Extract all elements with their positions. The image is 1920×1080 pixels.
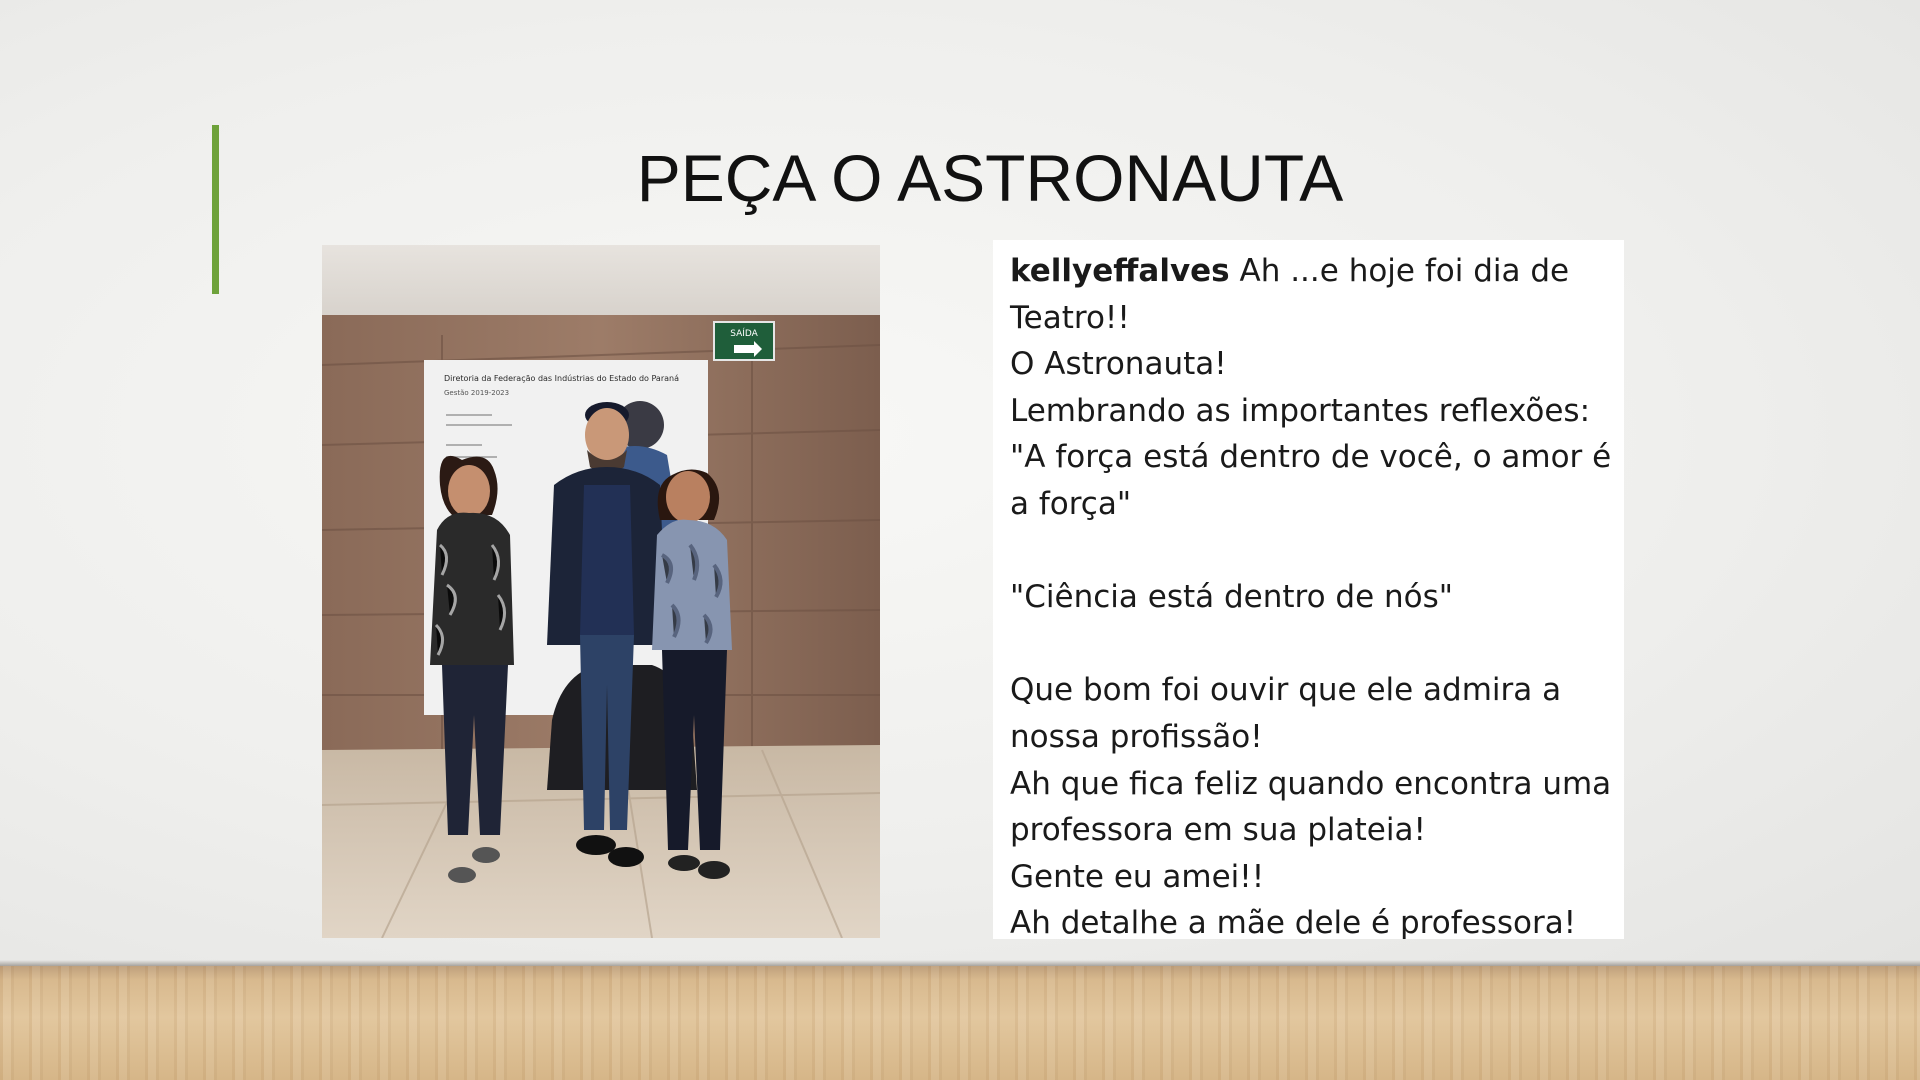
caption-line-9: Ah detalhe a mãe dele é professora!: [1010, 905, 1577, 939]
event-photo: [322, 245, 880, 938]
caption-line-2: O Astronauta!: [1010, 346, 1227, 383]
slide-title: PEÇA O ASTRONAUTA: [636, 141, 1344, 215]
caption-line-8: Gente eu amei!!: [1010, 858, 1265, 895]
sign-sub: Gestão 2019-2023: [444, 389, 510, 397]
caption-blank-2: [1010, 621, 1612, 668]
wood-floor: [0, 966, 1920, 1080]
caption-panel: [993, 240, 1624, 939]
photo-illustration: [322, 245, 880, 938]
caption-line-3: Lembrando as importantes reflexões:: [1010, 392, 1591, 429]
caption-line-1: [1010, 248, 1612, 341]
exit-sign-text: SAÍDA: [730, 329, 758, 339]
caption-line-4: "A força está dentro de você, o amor é a força": [1010, 439, 1612, 522]
sign-heading: Diretoria da Federação das Indústrias do Estado do Paraná: [444, 374, 679, 383]
caption-line-7: Ah que fica feliz quando encontra uma professora em sua plateia!: [1010, 765, 1612, 849]
accent-bar: [212, 125, 219, 294]
caption-blank-1: [1010, 528, 1612, 575]
caption-line-5: "Ciência está dentro de nós": [1010, 579, 1454, 616]
caption-line-6: Que bom foi ouvir que ele admira a nossa profissão!: [1010, 672, 1562, 755]
caption-text-1: Ah ...e hoje foi dia de Teatro!!: [1010, 253, 1570, 336]
caption-username[interactable]: kellyeffalves: [1010, 253, 1230, 289]
